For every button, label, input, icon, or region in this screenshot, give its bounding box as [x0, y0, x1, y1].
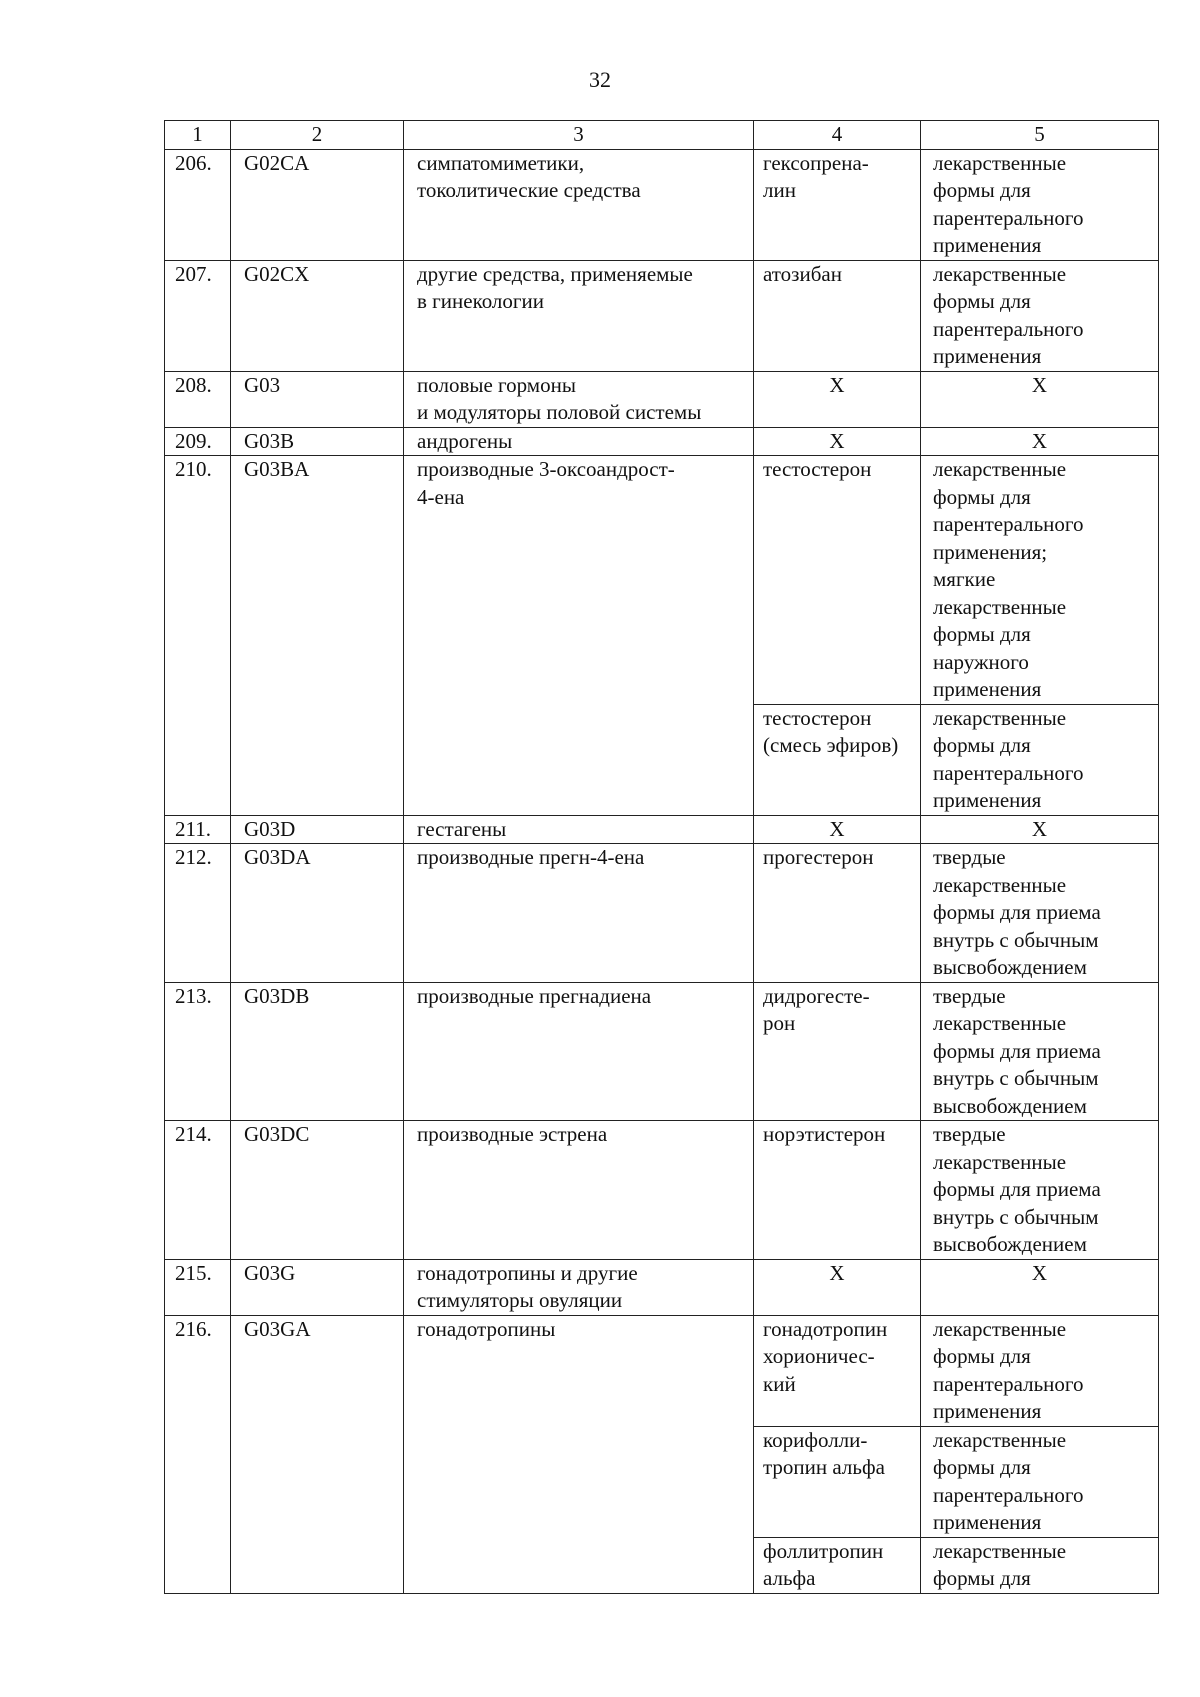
header-cell: 5 [921, 121, 1159, 150]
drug-name: дидрогесте- рон [754, 982, 921, 1121]
drug-name: Х [754, 815, 921, 844]
table-row [165, 844, 1159, 983]
row-number: 215. [165, 1259, 231, 1315]
drug-group: производные прегн-4-ена [404, 844, 754, 983]
drug-group: гонадотропины [404, 1315, 754, 1593]
drug-name: гонадотропин хорионичес- кий [754, 1315, 921, 1426]
table-row [165, 427, 1159, 456]
drug-name: фоллитропин альфа [754, 1537, 921, 1593]
table-row [165, 1121, 1159, 1260]
header-cell: 1 [165, 121, 231, 150]
table-row [165, 149, 1159, 260]
drug-name: атозибан [754, 260, 921, 371]
row-number: 208. [165, 371, 231, 427]
table-row [165, 982, 1159, 1121]
page-number: 32 [589, 67, 611, 92]
drug-name: тестостерон (смесь эфиров) [754, 704, 921, 815]
drug-group: гестагены [404, 815, 754, 844]
table-header-row [165, 121, 1159, 150]
atc-code: G03GA [231, 1315, 404, 1593]
row-number: 209. [165, 427, 231, 456]
row-number: 212. [165, 844, 231, 983]
atc-code: G03BA [231, 456, 404, 816]
row-number: 210. [165, 456, 231, 816]
table-row [165, 456, 1159, 705]
table-row [165, 371, 1159, 427]
atc-code: G03DC [231, 1121, 404, 1260]
dosage-form: Х [921, 427, 1159, 456]
dosage-form: лекарственные формы для [921, 1537, 1159, 1593]
header-cell: 2 [231, 121, 404, 150]
dosage-form: Х [921, 371, 1159, 427]
row-number: 206. [165, 149, 231, 260]
header-cell: 4 [754, 121, 921, 150]
atc-code: G03 [231, 371, 404, 427]
drug-name: корифолли- тропин альфа [754, 1426, 921, 1537]
atc-code: G03D [231, 815, 404, 844]
drug-name: Х [754, 371, 921, 427]
dosage-form: лекарственные формы для парентерального применения; мягкие лекарственные формы для наружного применения [921, 456, 1159, 705]
drug-group: производные прегнадиена [404, 982, 754, 1121]
row-number: 213. [165, 982, 231, 1121]
dosage-form: лекарственные формы для парентерального применения [921, 1315, 1159, 1426]
dosage-form: Х [921, 1259, 1159, 1315]
dosage-form: лекарственные формы для парентерального применения [921, 704, 1159, 815]
dosage-form: твердые лекарственные формы для приема внутрь с обычным высвобождением [921, 844, 1159, 983]
atc-code: G03DA [231, 844, 404, 983]
drug-name: тестостерон [754, 456, 921, 705]
dosage-form: лекарственные формы для парентерального применения [921, 1426, 1159, 1537]
drug-group: половые гормоны и модуляторы половой системы [404, 371, 754, 427]
dosage-form: лекарственные формы для парентерального применения [921, 149, 1159, 260]
drug-name: норэтистерон [754, 1121, 921, 1260]
drug-name: Х [754, 1259, 921, 1315]
dosage-form: твердые лекарственные формы для приема внутрь с обычным высвобождением [921, 982, 1159, 1121]
drug-name: гексопрена- лин [754, 149, 921, 260]
row-number: 214. [165, 1121, 231, 1260]
drug-group: производные 3-оксоандрост- 4-ена [404, 456, 754, 816]
drug-name: прогестерон [754, 844, 921, 983]
table-row [165, 1315, 1159, 1426]
drug-group: производные эстрена [404, 1121, 754, 1260]
drug-name: Х [754, 427, 921, 456]
table-row [165, 260, 1159, 371]
drug-group: андрогены [404, 427, 754, 456]
atc-code: G03DB [231, 982, 404, 1121]
atc-code: G02CA [231, 149, 404, 260]
table-row [165, 1259, 1159, 1315]
row-number: 207. [165, 260, 231, 371]
dosage-form: Х [921, 815, 1159, 844]
atc-code: G03B [231, 427, 404, 456]
drug-table [164, 120, 1159, 1594]
dosage-form: лекарственные формы для парентерального применения [921, 260, 1159, 371]
atc-code: G02CX [231, 260, 404, 371]
atc-code: G03G [231, 1259, 404, 1315]
drug-group: другие средства, применяемые в гинекологии [404, 260, 754, 371]
row-number: 211. [165, 815, 231, 844]
drug-group: гонадотропины и другие стимуляторы овуляции [404, 1259, 754, 1315]
dosage-form: твердые лекарственные формы для приема внутрь с обычным высвобождением [921, 1121, 1159, 1260]
row-number: 216. [165, 1315, 231, 1593]
header-cell: 3 [404, 121, 754, 150]
table-row [165, 815, 1159, 844]
drug-group: симпатомиметики, токолитические средства [404, 149, 754, 260]
